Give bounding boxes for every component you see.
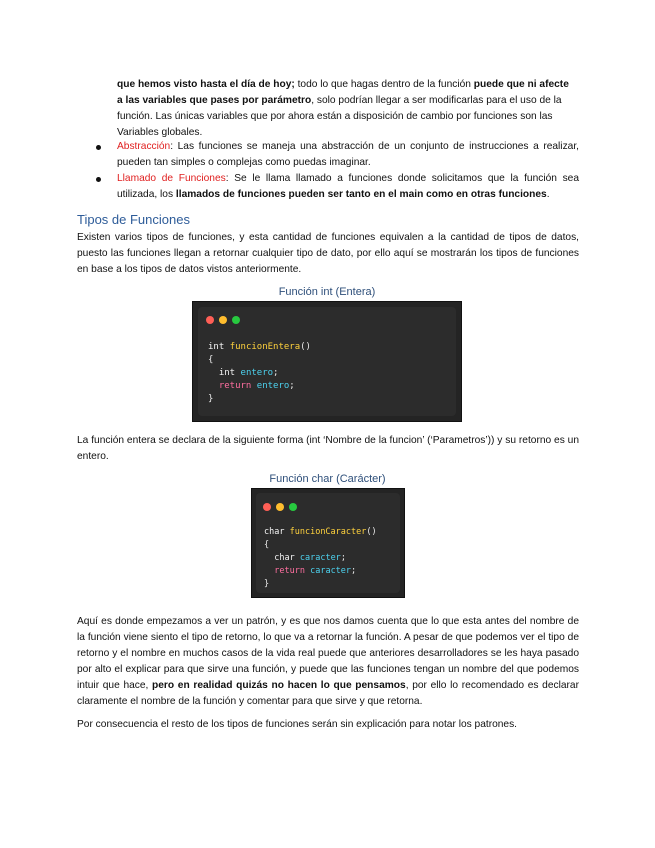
code-variable: caracter xyxy=(310,566,352,576)
code-type: int xyxy=(218,368,236,378)
minimize-dot-icon xyxy=(276,503,284,511)
intro-text-2: , solo podrían llegar a ser modificarlas para el uso de la xyxy=(311,95,562,106)
code-variable: entero xyxy=(256,381,290,391)
code-brace-open: { xyxy=(208,355,214,365)
code-semicolon: ; xyxy=(340,553,346,563)
intro-bold-3: a las variables que pases por parámetro xyxy=(117,95,312,106)
paragraph-after-figure2 xyxy=(77,614,579,710)
code-parens: () xyxy=(300,342,311,352)
code-brace-close: } xyxy=(264,579,270,589)
code-return: return xyxy=(274,566,305,576)
code-brace-open: { xyxy=(264,540,270,550)
minimize-dot-icon xyxy=(219,316,227,324)
bullet-text: : Las funciones se maneja una abstracción de un conjunto de instrucciones a realizar, pueden tan simples o complejas como puedas imaginar. xyxy=(117,141,579,168)
code-return: return xyxy=(218,381,252,391)
maximize-dot-icon xyxy=(289,503,297,511)
final-paragraph: Por consecuencia el resto de los tipos de funciones serán sin explicación para notar los patrones. xyxy=(77,719,518,730)
intro-text-3: función. Las únicas variables que por ahora están a disposición de cambio por funciones son las xyxy=(117,111,553,122)
bullet-text-end: . xyxy=(546,189,550,200)
close-dot-icon xyxy=(263,503,271,511)
paragraph-bold: pero en realidad quizás no hacen lo que pensamos xyxy=(152,680,406,691)
code-block xyxy=(264,526,377,591)
code-type: char xyxy=(274,553,295,563)
bullet-abstraccion xyxy=(96,139,579,171)
paragraph-after-figure1: La función entera se declara de la siguiente forma (int ‘Nombre de la funcion’ (‘Parametros’)) y su retorno es un entero. xyxy=(77,435,579,462)
window-controls xyxy=(263,503,297,511)
maximize-dot-icon xyxy=(232,316,240,324)
code-semicolon: ; xyxy=(351,566,357,576)
intro-bold-1: que hemos visto hasta el día de hoy; xyxy=(117,79,295,90)
code-function-name: funcionCaracter xyxy=(289,527,367,537)
code-screenshot xyxy=(251,488,405,598)
code-variable: entero xyxy=(240,368,274,378)
code-function-name: funcionEntera xyxy=(229,342,301,352)
intro-paragraph xyxy=(117,77,579,141)
figure-caption: Función char (Carácter) xyxy=(269,473,386,485)
code-screenshot xyxy=(192,301,462,422)
bullet-text: : Se le llama llamado a funciones donde solicitamos que la función sea utilizada, los xyxy=(117,173,580,200)
code-parens: () xyxy=(366,527,377,537)
section-paragraph: Existen varios tipos de funciones, y esta cantidad de funciones equivalen a la cantidad de tipos de datos, puesto las funciones llegan a retornar cualquier tipo de dato, por ello aquí se mostrarán los tipos de funciones en base a los tipos de datos vistos anteriormente. xyxy=(77,232,579,275)
window-controls xyxy=(206,316,240,324)
bullet-dot xyxy=(96,177,101,182)
code-semicolon: ; xyxy=(273,368,279,378)
section-heading: Tipos de Funciones xyxy=(77,212,190,227)
bullet-list xyxy=(96,139,579,203)
figure-caption: Función int (Entera) xyxy=(278,286,376,298)
bullet-dot xyxy=(96,145,101,150)
code-brace-close: } xyxy=(208,394,214,404)
bullet-term: Abstracción xyxy=(117,141,171,152)
code-variable: caracter xyxy=(299,553,341,563)
intro-text-4: Variables globales. xyxy=(117,127,203,138)
code-type: char xyxy=(264,527,285,537)
code-type: int xyxy=(208,342,225,352)
bullet-llamado xyxy=(96,171,579,203)
bullet-bold: llamados de funciones pueden ser tanto en el main como en otras funciones xyxy=(175,189,547,200)
paragraph-text-end: , por ello lo recomendado es declarar claramente el nombre de la función y comentar para que sirve y que retorna. xyxy=(77,680,579,707)
paragraph-text: Aquí es donde empezamos a ver un patrón, y es que nos damos cuenta que lo que esta antes del nombre de la función viene siento el tipo de retorno, lo que va a retornar la función. A pesar de que podemos ver el tipo de retorno y el nombre en muchos casos de la vida real puede que anteriores desarrolladores se les haya pasado por alto el explicar para que sirve una función, y puede que las funciones tengan un nombre del que podemos intuir que hace, xyxy=(77,616,579,691)
bullet-term: Llamado de Funciones xyxy=(117,173,226,184)
intro-text-1: todo lo que hagas dentro de la función xyxy=(294,79,474,90)
intro-bold-2: puede que ni afecte xyxy=(473,79,569,90)
code-block xyxy=(208,341,311,406)
close-dot-icon xyxy=(206,316,214,324)
code-semicolon: ; xyxy=(289,381,295,391)
